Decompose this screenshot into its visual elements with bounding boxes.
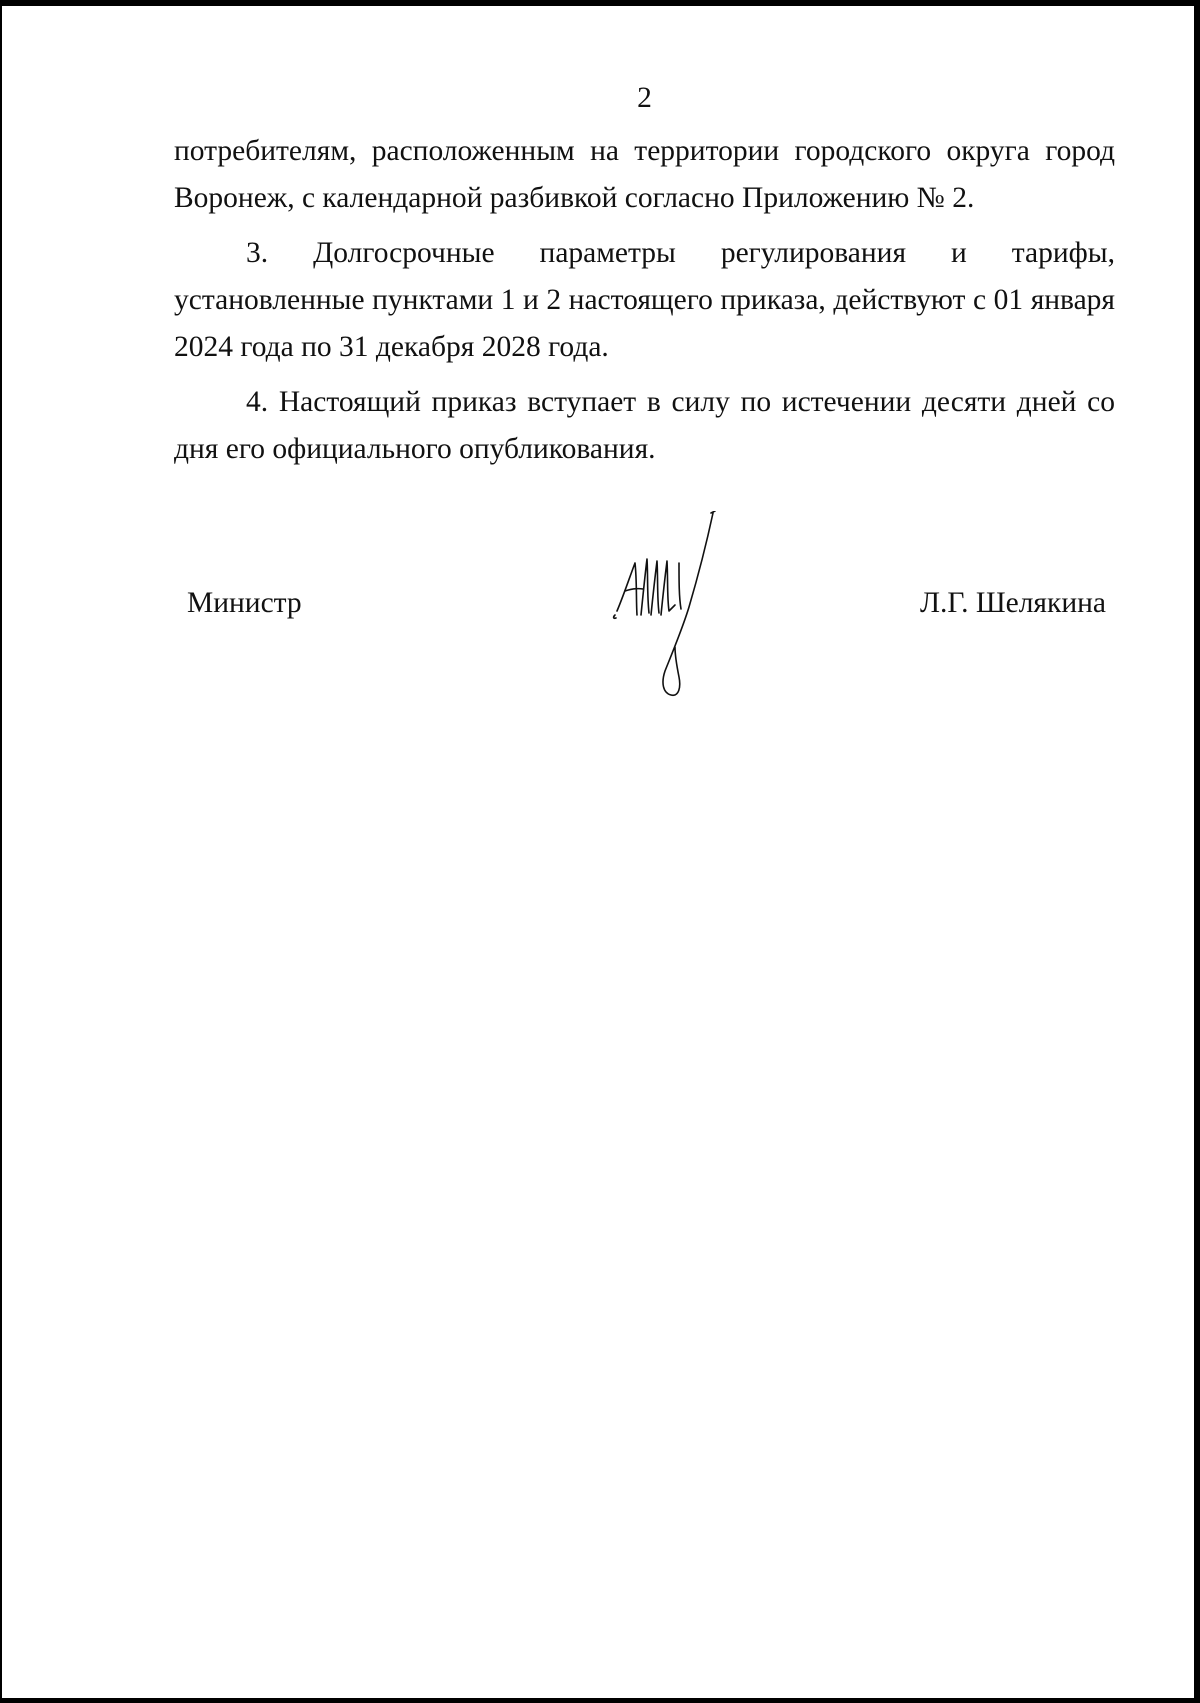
page-number: 2	[637, 82, 652, 114]
signer-name: Л.Г. Шелякина	[919, 587, 1106, 619]
paragraph-item-4: 4. Настоящий приказ вступает в силу по истечении десяти дней со дня его официального опубликования.	[174, 386, 1115, 465]
signer-position: Министр	[187, 587, 302, 619]
handwritten-signature-icon	[607, 511, 737, 711]
paragraph-continuation: потребителям, расположенным на территории городского округа город Воронеж, с календарной разбивкой согласно Приложению № 2.	[174, 135, 1115, 214]
signature-block	[2, 511, 1200, 711]
paragraph-item-3: 3. Долгосрочные параметры регулирования и тарифы, установленные пунктами 1 и 2 настоящего приказа, действуют с 01 января 2024 года по 31 декабря 2028 года.	[174, 237, 1115, 363]
document-body	[174, 76, 1115, 473]
